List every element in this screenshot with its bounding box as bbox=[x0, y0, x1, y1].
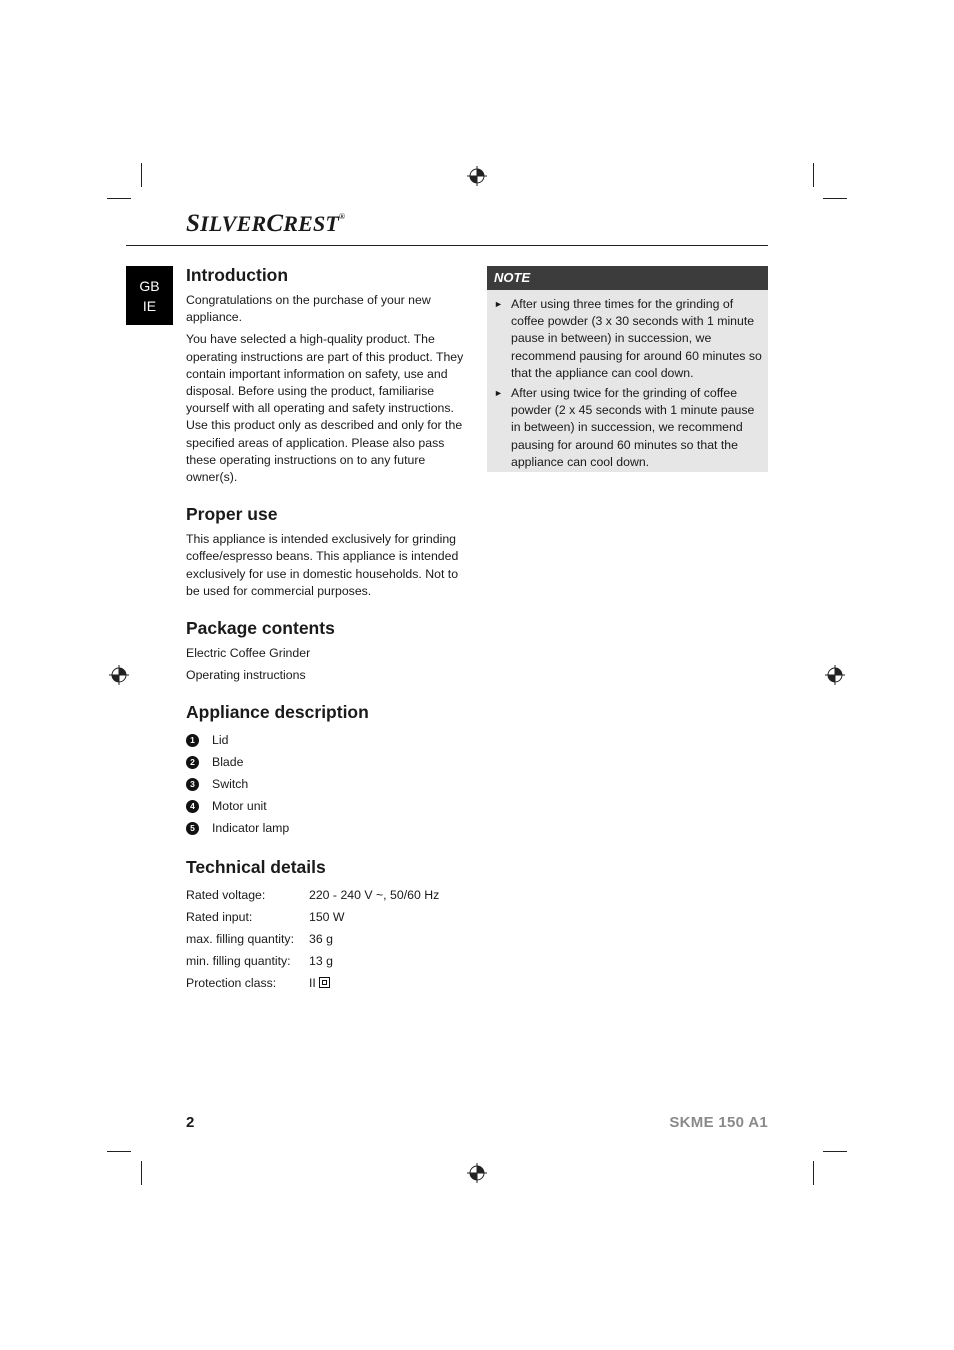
left-column bbox=[186, 264, 471, 1011]
language-tab bbox=[126, 266, 173, 325]
logo-letter: C bbox=[266, 210, 284, 237]
note-text: After using twice for the grinding of coffee powder (2 x 45 seconds with 1 minute pause in between) in succession, we recommend pausing for around 60 minutes so that the appliance can cool down. bbox=[511, 386, 755, 469]
note-text: After using three times for the grinding of coffee powder (3 x 30 seconds with 1 minute pause in between) in succession, we recommend pausing for around 60 minutes so that the appliance can cool down. bbox=[511, 297, 762, 380]
section-introduction bbox=[186, 264, 471, 486]
number-badge: 1 bbox=[186, 734, 199, 747]
part-label: Lid bbox=[212, 733, 229, 748]
spec-key: max. filling quantity: bbox=[186, 932, 294, 947]
arrow-bullet-icon: ► bbox=[494, 388, 503, 399]
crop-mark bbox=[823, 1151, 847, 1152]
registration-mark-icon bbox=[467, 166, 487, 186]
protection-class-value: II bbox=[309, 976, 316, 991]
header-rule bbox=[126, 245, 768, 246]
note-title: NOTE bbox=[487, 266, 768, 290]
registered-mark: ® bbox=[339, 212, 346, 221]
note-item bbox=[494, 385, 762, 471]
logo-letters: ILVER bbox=[200, 211, 267, 236]
model-number: SKME 150 A1 bbox=[669, 1114, 768, 1131]
spec-key: min. filling quantity: bbox=[186, 954, 291, 969]
brand-logo bbox=[186, 210, 345, 238]
language-code: GB bbox=[139, 278, 160, 294]
section-package-contents bbox=[186, 617, 471, 684]
logo-letters: REST bbox=[283, 211, 340, 236]
language-code: IE bbox=[142, 298, 157, 314]
number-badge: 5 bbox=[186, 822, 199, 835]
crop-mark bbox=[813, 1161, 814, 1185]
list-item bbox=[186, 773, 471, 795]
section-proper-use bbox=[186, 503, 471, 600]
list-item bbox=[186, 817, 471, 839]
section-title: Introduction bbox=[186, 265, 289, 285]
part-label: Indicator lamp bbox=[212, 821, 290, 836]
crop-mark bbox=[813, 163, 814, 187]
spec-key: Rated voltage: bbox=[186, 888, 266, 903]
logo-letter: S bbox=[186, 210, 201, 237]
number-badge: 2 bbox=[186, 756, 199, 769]
crop-mark bbox=[141, 1161, 142, 1185]
note-item bbox=[494, 296, 762, 382]
spec-value: 36 g bbox=[309, 932, 333, 947]
number-badge: 4 bbox=[186, 800, 199, 813]
paragraph: You have selected a high-quality product. The operating instructions are part of this product. They contain important information on safety, use and disposal. Before using the product, familiarise yourself with all operating and safety instructions. Use this product only as described and only for the specified areas of application. Please also pass these operating instructions on to any future owner(s). bbox=[186, 332, 464, 485]
paragraph: This appliance is intended exclusively for grinding coffee/espresso beans. This appliance is intended exclusively for use in domestic households. Not to be used for commercial purposes. bbox=[186, 532, 459, 598]
part-label: Motor unit bbox=[212, 799, 267, 814]
spec-value bbox=[309, 972, 439, 994]
section-title: Package contents bbox=[186, 618, 335, 639]
table-row bbox=[186, 950, 439, 972]
spec-value: 13 g bbox=[309, 954, 333, 969]
page-number: 2 bbox=[186, 1114, 195, 1131]
spec-value: 150 W bbox=[309, 910, 345, 925]
registration-mark-icon bbox=[825, 665, 845, 685]
double-insulation-icon bbox=[319, 977, 330, 988]
paragraph: Congratulations on the purchase of your new appliance. bbox=[186, 293, 431, 325]
section-title: Appliance description bbox=[186, 702, 369, 723]
note-box bbox=[487, 266, 768, 472]
spec-key: Rated input: bbox=[186, 910, 253, 925]
part-label: Blade bbox=[212, 755, 244, 770]
list-item: Electric Coffee Grinder bbox=[186, 646, 311, 661]
arrow-bullet-icon: ► bbox=[494, 299, 503, 309]
crop-mark bbox=[823, 198, 847, 199]
spec-key: Protection class: bbox=[186, 976, 277, 991]
part-label: Switch bbox=[212, 777, 249, 792]
table-row bbox=[186, 906, 439, 928]
note-list bbox=[487, 290, 768, 471]
table-row bbox=[186, 884, 439, 906]
table-row bbox=[186, 972, 439, 994]
list-item bbox=[186, 729, 471, 751]
spec-value: 220 - 240 V ~, 50/60 Hz bbox=[309, 888, 440, 903]
section-title: Proper use bbox=[186, 504, 278, 525]
section-technical-details bbox=[186, 856, 471, 994]
crop-mark bbox=[107, 198, 131, 199]
section-appliance-description bbox=[186, 701, 471, 839]
crop-mark bbox=[141, 163, 142, 187]
registration-mark-icon bbox=[467, 1163, 487, 1183]
registration-mark-icon bbox=[109, 665, 129, 685]
list-item: Operating instructions bbox=[186, 668, 306, 683]
table-row bbox=[186, 928, 439, 950]
section-title: Technical details bbox=[186, 857, 326, 878]
technical-table bbox=[186, 884, 439, 994]
parts-list bbox=[186, 729, 471, 839]
crop-mark bbox=[107, 1151, 131, 1152]
number-badge: 3 bbox=[186, 778, 199, 791]
list-item bbox=[186, 751, 471, 773]
list-item bbox=[186, 795, 471, 817]
